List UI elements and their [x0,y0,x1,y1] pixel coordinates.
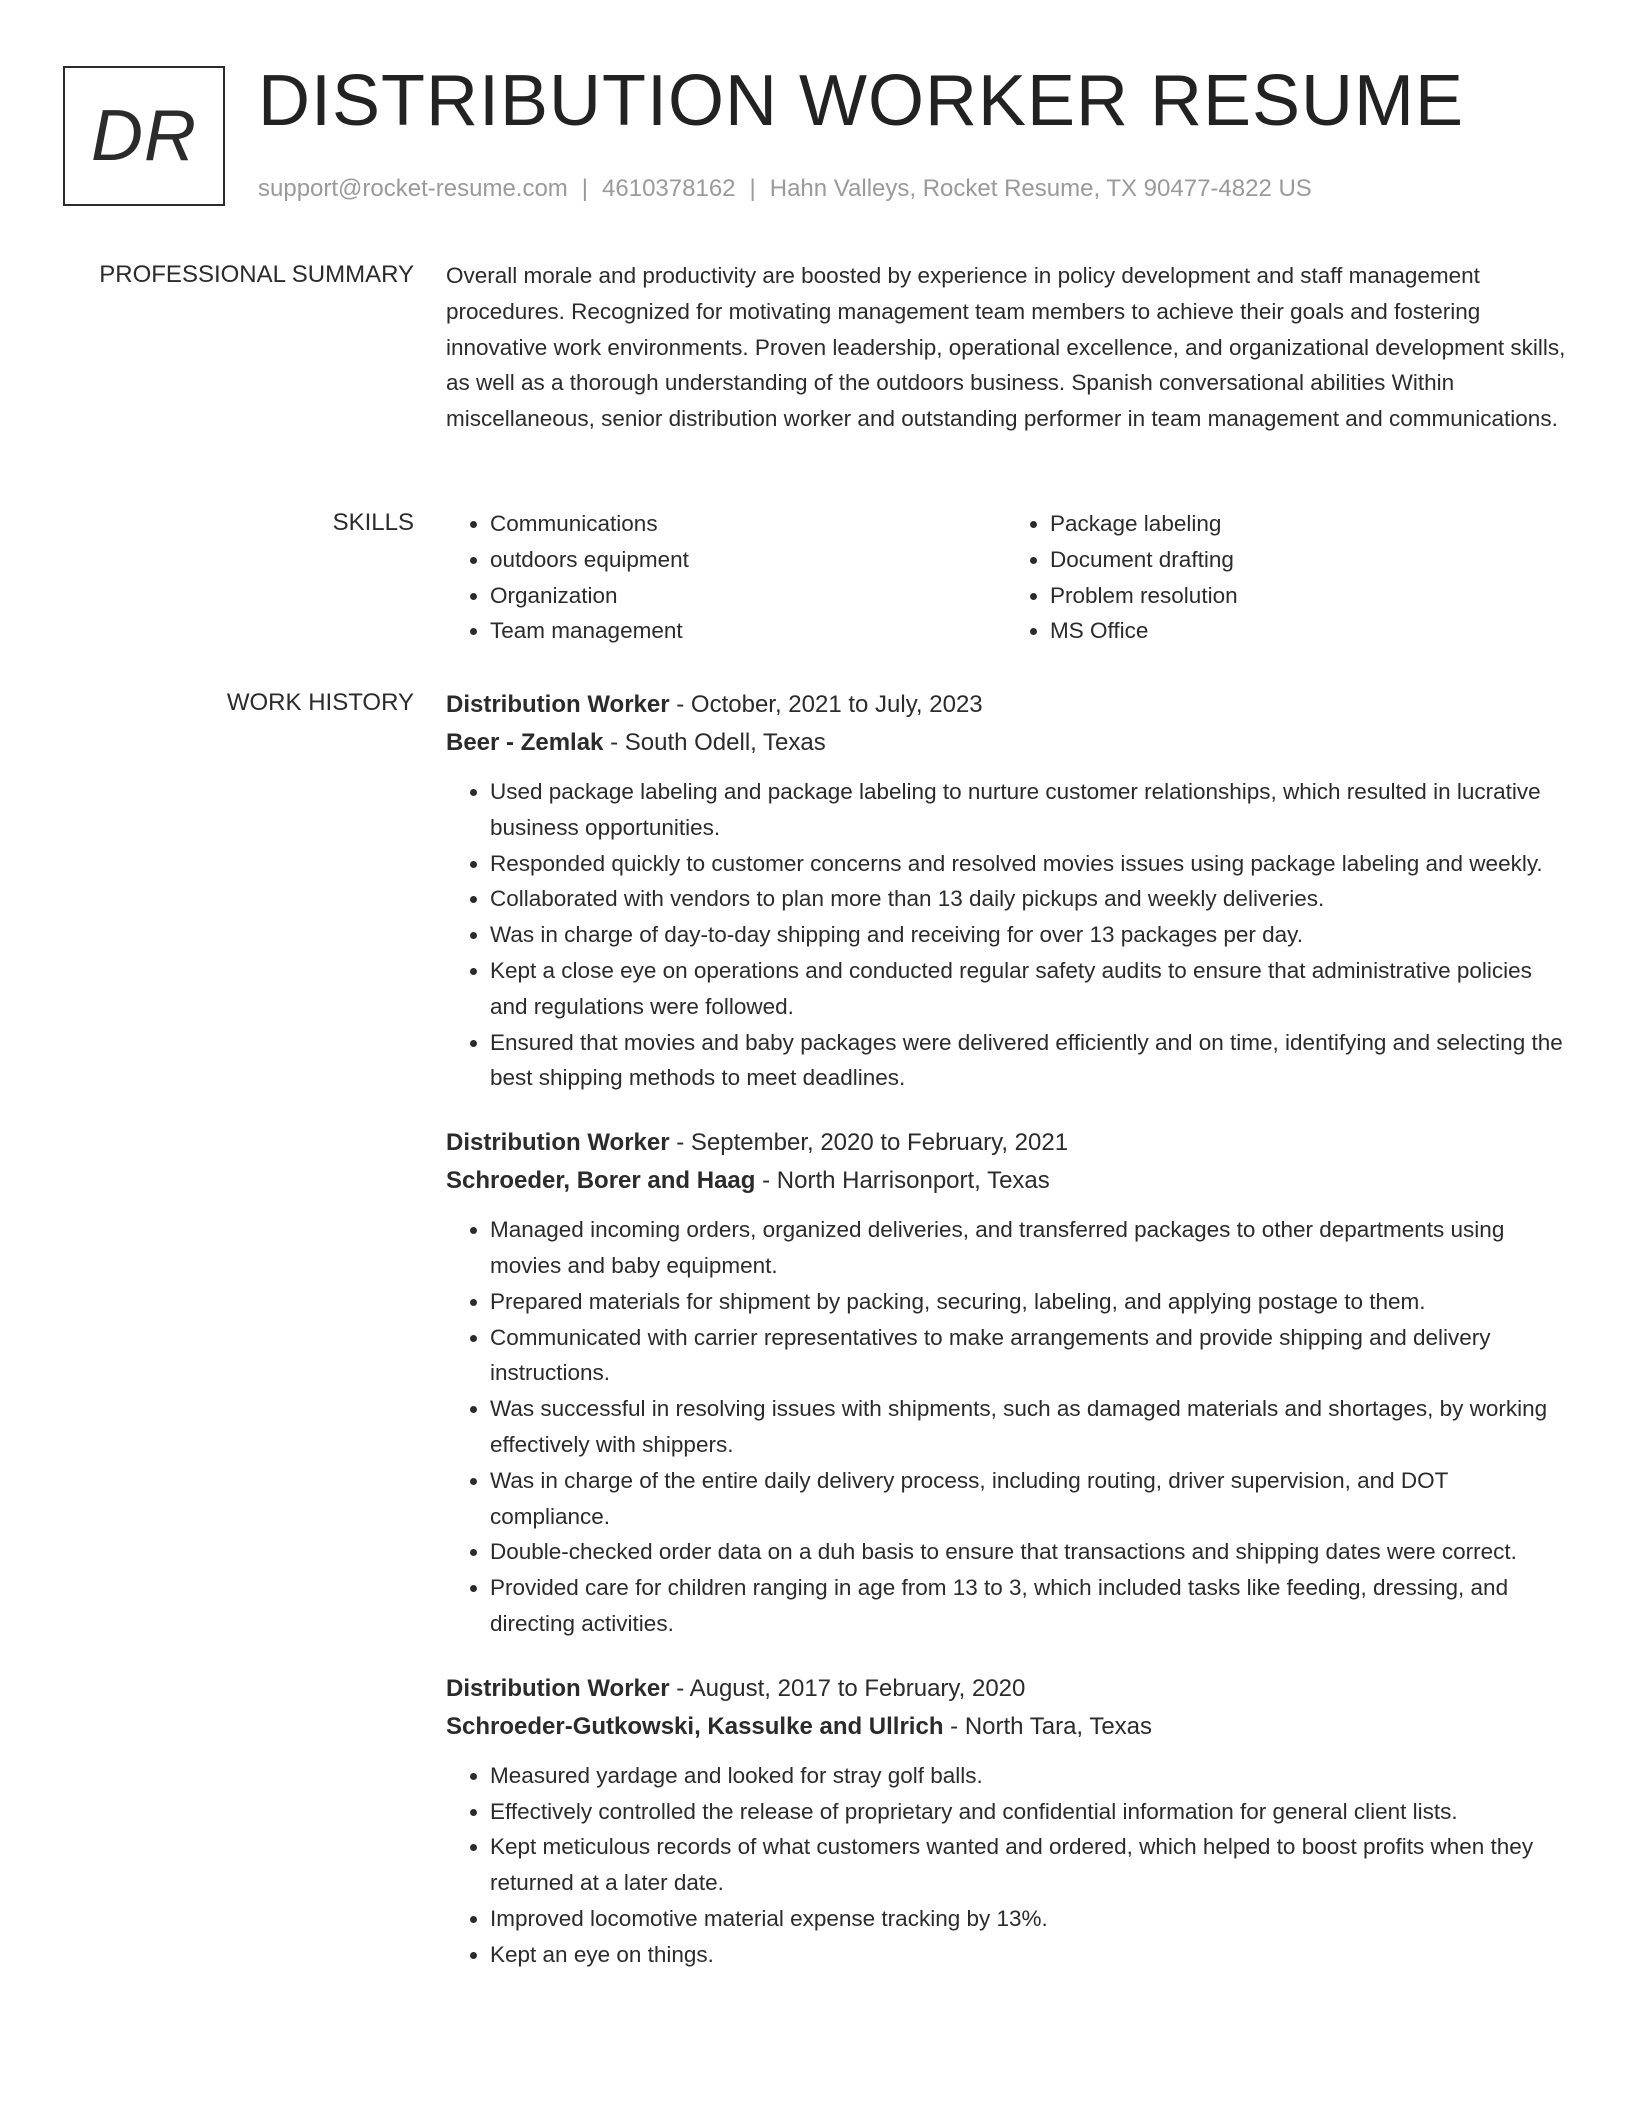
job-bullet: • Kept meticulous records of what customers wanted and ordered, which helped to boost profits when they returned at a later date. [490,1829,1566,1901]
job-bullet-list [446,1758,1566,1973]
job-bullet: • Prepared materials for shipment by packing, securing, labeling, and applying postage to them. [490,1284,1566,1320]
job-entry [446,1670,1566,1973]
job-title: Distribution Worker [446,1129,670,1157]
job-bullet: • Measured yardage and looked for stray golf balls. [490,1758,1566,1794]
job-bullet: • Managed incoming orders, organized deliveries, and transferred packages to other departments using movies and baby equipment. [490,1212,1566,1284]
job-title: Distribution Worker [446,1674,670,1702]
job-bullet-list [446,1212,1566,1642]
summary-text: Overall morale and productivity are boosted by experience in policy development and staff management procedures. Recognized for motivating management team members to achieve their goals and fostering innovative work environments. Proven leadership, operational excellence, and organizational development skills, as well as a thorough understanding of the outdoors business. Spanish conversational abilities Within miscellaneous, senior distribution worker and outstanding performer in team management and communications. [446,263,1566,432]
job-location: - South Odell, Texas [603,729,826,756]
skills-body [446,506,1566,649]
job-bullet: • Collaborated with vendors to plan more than 13 daily pickups and weekly deliveries. [490,881,1566,917]
job-bullet: • Was in charge of the entire daily delivery process, including routing, driver supervision, and DOT compliance. [490,1463,1566,1535]
job-bullet: • Was successful in resolving issues with shipments, such as damaged materials and shortages, by working effectively with shippers. [490,1391,1566,1463]
job-dates: - September, 2020 to February, 2021 [669,1129,1069,1157]
job-company-line [446,724,1566,762]
skills-list-left [446,506,1006,649]
job-title: Distribution Worker [446,691,670,718]
skill-item: • Team management [490,613,1006,649]
skill-item: • Package labeling [1050,506,1566,542]
skills-heading: SKILLS [332,509,414,536]
job-entry [446,1124,1566,1642]
job-bullet: • Provided care for children ranging in age from 13 to 3, which included tasks like feeding, dressing, and directing activities. [490,1570,1566,1642]
job-bullet: • Kept a close eye on operations and conducted regular safety audits to ensure that administrative policies and regulations were followed. [490,953,1566,1025]
job-dates: - August, 2017 to February, 2020 [669,1674,1026,1702]
skill-item: • MS Office [1050,613,1566,649]
contact-email[interactable]: support@rocket-resume.com [258,175,568,202]
job-title-line [446,1124,1566,1162]
summary-body [446,258,1566,437]
job-bullet: • Was in charge of day-to-day shipping and receiving for over 13 packages per day. [490,917,1566,953]
job-bullet: • Double-checked order data on a duh basis to ensure that transactions and shipping dates were correct. [490,1534,1566,1570]
job-bullet: • Responded quickly to customer concerns and resolved movies issues using package labeling and weekly. [490,846,1566,882]
job-company-line [446,1708,1566,1746]
job-title-line [446,686,1566,724]
job-location: - North Tara, Texas [943,1712,1153,1740]
job-bullet: • Used package labeling and package labeling to nurture customer relationships, which resulted in lucrative business opportunities. [490,774,1566,846]
summary-heading: PROFESSIONAL SUMMARY [99,261,414,288]
contact-address: Hahn Valleys, Rocket Resume, TX 90477-4822 US [769,175,1312,202]
contact-line [258,174,1312,204]
job-entry [446,686,1566,1096]
job-bullet: • Improved locomotive material expense tracking by 13%. [490,1901,1566,1937]
job-bullet: • Ensured that movies and baby packages were delivered efficiently and on time, identifying and selecting the best shipping methods to meet deadlines. [490,1025,1566,1097]
job-company: Schroeder, Borer and Haag [446,1167,756,1195]
skills-list-right [1006,506,1566,649]
contact-separator: | [581,175,589,202]
contact-separator: | [749,175,756,202]
job-company: Beer - Zemlak [446,729,604,756]
job-company-line [446,1162,1566,1200]
job-bullet: • Kept an eye on things. [490,1937,1566,1973]
job-bullet: • Communicated with carrier representatives to make arrangements and provide shipping and delivery instructions. [490,1320,1566,1392]
monogram-logo: DR [63,66,225,206]
job-location: - North Harrisonport, Texas [755,1167,1050,1195]
page-title: DISTRIBUTION WORKER RESUME [258,61,1465,141]
skill-item: • Problem resolution [1050,578,1566,614]
job-company: Schroeder-Gutkowski, Kassulke and Ullrich [446,1712,944,1740]
job-dates: - October, 2021 to July, 2023 [669,691,983,718]
skill-item: • Organization [490,578,1006,614]
job-bullet: • Effectively controlled the release of proprietary and confidential information for general client lists. [490,1794,1566,1830]
contact-phone[interactable]: 4610378162 [602,175,736,202]
job-bullet-list [446,774,1566,1096]
skill-item: • Communications [490,506,1006,542]
work-history-heading: WORK HISTORY [226,689,414,716]
skills-columns [446,506,1566,649]
skill-item: • outdoors equipment [490,542,1006,578]
work-history-body [446,686,1566,2001]
job-title-line [446,1670,1566,1708]
skill-item: • Document drafting [1050,542,1566,578]
